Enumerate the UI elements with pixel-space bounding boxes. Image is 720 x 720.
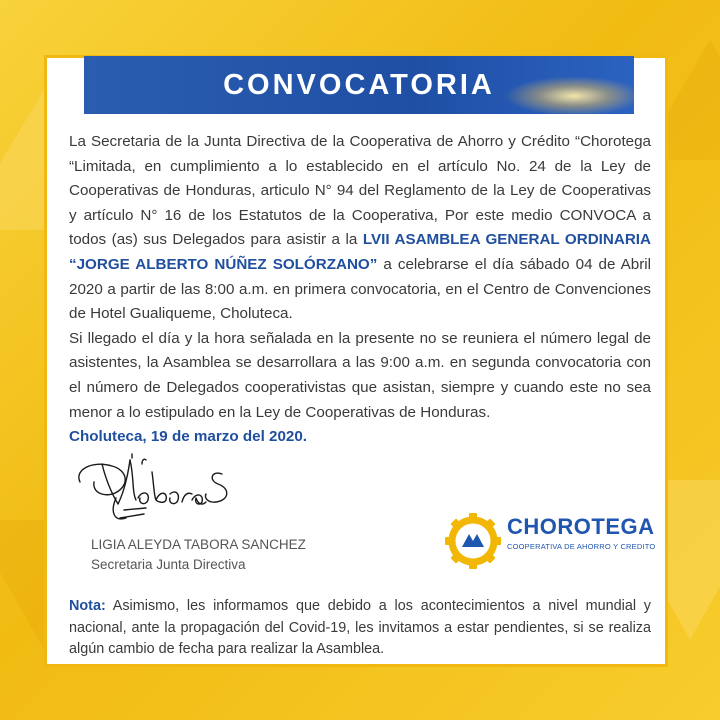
- signer-block: [91, 535, 306, 575]
- paragraph-text: a celebrarse el día sábado 04 de Abril 2020 a partir de las 8:00 a.m. en primera convocatoria, en el Centro de Convenciones de Hotel Gualiqueme, Choluteca.: [69, 255, 651, 323]
- page-title: CONVOCATORIA: [223, 68, 495, 101]
- announcement-body: [69, 130, 651, 450]
- paragraph-convocation: [69, 130, 651, 327]
- assembly-name: LVII ASAMBLEA GENERAL ORDINARIA “JORGE ALBERTO NÚÑEZ SOLÓRZANO”: [69, 231, 651, 273]
- signer-role: Secretaria Junta Directiva: [91, 557, 246, 572]
- banner-glow: [504, 76, 634, 114]
- logo-wordmark: CHOROTEGA: [507, 514, 655, 539]
- chorotega-logo: [443, 510, 656, 572]
- handwritten-signature: [72, 452, 242, 532]
- paragraph-second-call: Si llegado el día y la hora señalada en la presente no se reuniera el número legal de asistentes, la Asamblea se desarrollara a las 9:00 a.m. en segunda convocatoria con el número de Delegados cooperativistas que asistan, siempre y cuando este no sea menor a lo estipulado en la Ley de Cooperativas de Honduras.: [69, 329, 651, 421]
- gear-icon: [443, 510, 503, 572]
- title-banner: [84, 56, 634, 114]
- signer-name: LIGIA ALEYDA TABORA SANCHEZ: [91, 537, 306, 552]
- logo-tagline: COOPERATIVA DE AHORRO Y CREDITO: [507, 542, 656, 551]
- note-label: Nota:: [69, 598, 106, 614]
- note-text: Asimismo, les informamos que debido a los acontecimientos a nivel mundial y nacional, ante la propagación del Covid-19, les invitamos a estar pendientes, si se realiza algún cambio de fecha para realizar la Asamblea.: [69, 598, 651, 657]
- date-line: Choluteca, 19 de marzo del 2020.: [69, 428, 308, 446]
- paragraph-text: La Secretaria de la Junta Directiva de la Cooperativa de Ahorro y Crédito “Chorotega “Limitada, en cumplimiento a lo establecido en el artículo No. 24 de la Ley de Cooperativas de Honduras, articulo N° 94 del Reglamento de la Ley de Cooperativas y artículo N° 16 de los Estatutos de la Cooperativa, Por este medio CONVOCA a todos (as) sus Delegados para asistir a la: [69, 133, 651, 249]
- covid-note: [69, 596, 651, 661]
